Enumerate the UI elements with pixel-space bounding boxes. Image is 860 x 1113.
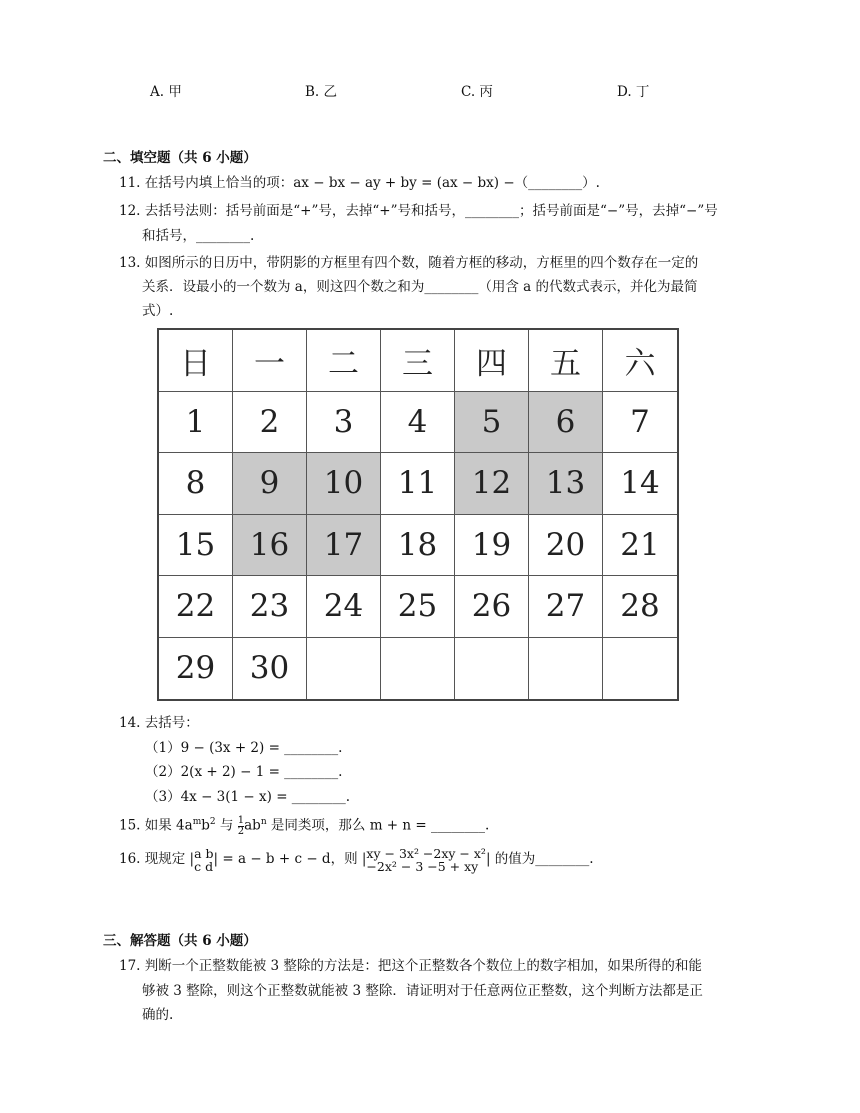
calendar-day-cell: 11 — [381, 453, 455, 515]
calendar-day-cell: 28 — [603, 576, 677, 638]
question-13-line3: 式）. — [142, 303, 174, 319]
calendar-day-cell: 10 — [307, 453, 381, 515]
calendar-day-cell: 1 — [159, 392, 233, 454]
calendar-day-cell: 8 — [159, 453, 233, 515]
question-11: 11. 在括号内填上恰当的项：ax − bx − ay + by = (ax − bx) −（________）. — [119, 175, 600, 191]
question-13-line2: 关系．设最小的一个数为 a，则这四个数之和为________（用含 a 的代数式表示，并化为最简 — [142, 279, 698, 295]
calendar-day-cell: 24 — [307, 576, 381, 638]
option-d: D. 丁 — [617, 84, 650, 100]
question-13-line1: 13. 如图所示的日历中，带阴影的方框里有四个数，随着方框的移动，方框里的四个数存在一定的 — [119, 255, 699, 271]
option-b: B. 乙 — [305, 84, 338, 100]
calendar-day-cell: 7 — [603, 392, 677, 454]
calendar-header-cell: 六 — [603, 330, 677, 392]
calendar-day-cell: 17 — [307, 515, 381, 577]
calendar-grid — [157, 328, 679, 701]
fraction-one-half: $\frac{1}{2}$ — [237, 814, 245, 837]
calendar-header-cell: 二 — [307, 330, 381, 392]
determinant-expression: xy − 3x² −2xy − x² −2x² − 3 −5 + xy — [366, 845, 486, 874]
calendar-day-cell: 15 — [159, 515, 233, 577]
calendar-header-cell: 日 — [159, 330, 233, 392]
determinant-abcd: a b c d — [194, 845, 214, 874]
question-17-line3: 确的. — [142, 1007, 174, 1023]
calendar-day-cell: 3 — [307, 392, 381, 454]
calendar-day-cell: 4 — [381, 392, 455, 454]
calendar-header-cell: 三 — [381, 330, 455, 392]
calendar-day-cell: 13 — [529, 453, 603, 515]
calendar-day-cell: 23 — [233, 576, 307, 638]
calendar-day-cell: 29 — [159, 638, 233, 700]
section2-title: 二、填空题（共 6 小题） — [103, 150, 257, 166]
calendar-day-cell: 12 — [455, 453, 529, 515]
option-a: A. 甲 — [150, 84, 182, 100]
calendar-day-cell: 18 — [381, 515, 455, 577]
section3-title: 三、解答题（共 6 小题） — [103, 933, 257, 949]
calendar-header-cell: 四 — [455, 330, 529, 392]
calendar-day-cell: 6 — [529, 392, 603, 454]
calendar-empty-cell — [307, 638, 381, 700]
question-14-part2: （2）2(x + 2) − 1 = ________. — [145, 764, 343, 780]
question-17-line1: 17. 判断一个正整数能被 3 整除的方法是：把这个正整数各个数位上的数字相加，如果所得的和能 — [119, 958, 702, 974]
calendar-day-cell: 27 — [529, 576, 603, 638]
calendar-empty-cell — [603, 638, 677, 700]
question-14: 14. 去括号： — [119, 715, 199, 731]
calendar-header-cell: 一 — [233, 330, 307, 392]
calendar-day-cell: 26 — [455, 576, 529, 638]
calendar-empty-cell — [455, 638, 529, 700]
question-17-line2: 够被 3 整除，则这个正整数就能被 3 整除．请证明对于任意两位正整数，这个判断方法都是正 — [142, 983, 703, 999]
calendar-day-cell: 19 — [455, 515, 529, 577]
calendar-day-cell: 16 — [233, 515, 307, 577]
calendar-header-cell: 五 — [529, 330, 603, 392]
calendar-empty-cell — [381, 638, 455, 700]
calendar-day-cell: 9 — [233, 453, 307, 515]
calendar-day-cell: 20 — [529, 515, 603, 577]
option-c: C. 丙 — [461, 84, 493, 100]
calendar-day-cell: 25 — [381, 576, 455, 638]
calendar-day-cell: 2 — [233, 392, 307, 454]
calendar-day-cell: 21 — [603, 515, 677, 577]
question-12-line2: 和括号，________. — [142, 228, 255, 244]
question-12-line1: 12. 去括号法则：括号前面是“+”号，去掉“+”号和括号，________；括号前面是“−”号，去掉“−”号 — [119, 203, 718, 219]
calendar-day-cell: 22 — [159, 576, 233, 638]
question-16: 16. 现规定 | a b c d | = a − b + c − d，则 | xy − 3x² −2xy − x² −2x² − 3 −5 + xy | 的值为________. — [119, 845, 594, 874]
question-14-part1: （1）9 − (3x + 2) = ________. — [145, 740, 343, 756]
calendar-day-cell: 30 — [233, 638, 307, 700]
question-15: 15. 如果 $4a^mb^2$ 与 $\frac{1}{2}$ $ab^n$ 是同类项，那么 m + n = ________. — [119, 814, 490, 837]
calendar-day-cell: 5 — [455, 392, 529, 454]
calendar-day-cell: 14 — [603, 453, 677, 515]
calendar-empty-cell — [529, 638, 603, 700]
question-14-part3: （3）4x − 3(1 − x) = ________. — [145, 789, 351, 805]
